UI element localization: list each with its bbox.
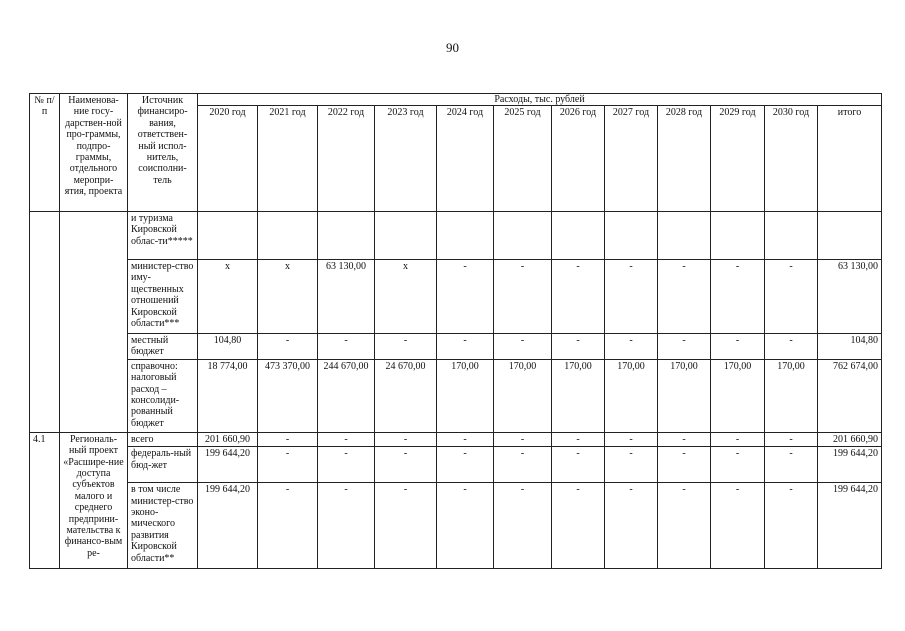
row-value: 63 130,00 — [318, 260, 375, 334]
row-value: 244 670,00 — [318, 359, 375, 432]
row-value: 63 130,00 — [818, 260, 882, 334]
row-value: 473 370,00 — [258, 359, 318, 432]
header-year: 2027 год — [605, 106, 658, 212]
row-value: - — [605, 483, 658, 569]
row-value: 24 670,00 — [375, 359, 437, 432]
row-value: 170,00 — [494, 359, 552, 432]
header-year: 2029 год — [711, 106, 765, 212]
row-value: х — [198, 260, 258, 334]
row-value: - — [318, 334, 375, 360]
row-value: 199 644,20 — [198, 447, 258, 483]
header-expenses: Расходы, тыс. рублей — [198, 94, 882, 106]
row-num — [30, 212, 60, 433]
row-value — [437, 212, 494, 260]
row-value — [765, 212, 818, 260]
row-value: 201 660,90 — [198, 432, 258, 446]
row-value — [494, 212, 552, 260]
row-value — [605, 212, 658, 260]
row-value: - — [494, 432, 552, 446]
table-row — [30, 432, 882, 446]
table-row — [30, 359, 882, 432]
header-year: 2020 год — [198, 106, 258, 212]
row-source: министер-ство иму-щественных отношений Кировской области*** — [128, 260, 198, 334]
row-value: - — [318, 483, 375, 569]
row-value: - — [552, 447, 605, 483]
header-year: 2022 год — [318, 106, 375, 212]
row-value: - — [318, 447, 375, 483]
row-value: - — [552, 483, 605, 569]
header-year: 2025 год — [494, 106, 552, 212]
table-row — [30, 447, 882, 483]
row-value: - — [605, 447, 658, 483]
row-source: в том числе министер-ство эконо-мического развития Кировской области** — [128, 483, 198, 569]
row-value: - — [258, 432, 318, 446]
header-source: Источник финансиро-вания, ответствен-ный испол-нитель, соисполни-тель — [128, 94, 198, 212]
row-value — [658, 212, 711, 260]
row-value: - — [258, 334, 318, 360]
row-value: х — [375, 260, 437, 334]
row-value: - — [605, 260, 658, 334]
row-value: - — [765, 334, 818, 360]
row-value: - — [552, 432, 605, 446]
row-value: - — [765, 447, 818, 483]
row-value — [258, 212, 318, 260]
row-value: - — [658, 260, 711, 334]
row-value: 170,00 — [552, 359, 605, 432]
row-value: - — [711, 334, 765, 360]
row-value: 170,00 — [605, 359, 658, 432]
row-num: 4.1 — [30, 432, 60, 568]
row-source: местный бюджет — [128, 334, 198, 360]
row-value: 104,80 — [198, 334, 258, 360]
row-value: - — [437, 447, 494, 483]
row-value: - — [437, 334, 494, 360]
row-value: - — [494, 334, 552, 360]
row-value: - — [605, 334, 658, 360]
row-value: 199 644,20 — [198, 483, 258, 569]
row-name — [60, 212, 128, 433]
header-year: 2023 год — [375, 106, 437, 212]
row-value: - — [494, 260, 552, 334]
table-row — [30, 483, 882, 569]
header-name: Наименова-ние госу-дарствен-ной про-граммы, подпро-граммы, отдельного меропри-ятия, проекта — [60, 94, 128, 212]
row-value: - — [375, 432, 437, 446]
row-value: - — [258, 447, 318, 483]
row-value — [375, 212, 437, 260]
row-value: 199 644,20 — [818, 483, 882, 569]
row-value: 170,00 — [765, 359, 818, 432]
row-name: Региональ-ный проект «Расшире-ние доступа субъектов малого и среднего предприни-мательства к финансо-вым ре- — [60, 432, 128, 568]
row-value — [552, 212, 605, 260]
table-row — [30, 334, 882, 360]
row-value: - — [494, 483, 552, 569]
row-value: - — [658, 432, 711, 446]
row-value — [818, 212, 882, 260]
row-value: - — [437, 432, 494, 446]
row-value: - — [658, 447, 711, 483]
row-value: - — [552, 334, 605, 360]
row-value: - — [658, 334, 711, 360]
row-value: - — [552, 260, 605, 334]
table-row — [30, 212, 882, 260]
row-value: 170,00 — [437, 359, 494, 432]
row-value — [318, 212, 375, 260]
row-value: х — [258, 260, 318, 334]
row-value: - — [375, 334, 437, 360]
header-year: 2026 год — [552, 106, 605, 212]
header-year: 2024 год — [437, 106, 494, 212]
row-value: 104,80 — [818, 334, 882, 360]
header-row-top — [30, 94, 882, 106]
row-value — [711, 212, 765, 260]
row-value: 170,00 — [658, 359, 711, 432]
row-value: - — [494, 447, 552, 483]
row-value: - — [437, 260, 494, 334]
row-value — [198, 212, 258, 260]
row-value: - — [375, 483, 437, 569]
row-value: - — [711, 483, 765, 569]
row-source: федераль-ный бюд-жет — [128, 447, 198, 483]
row-value: - — [711, 447, 765, 483]
row-source: и туризма Кировской облас-ти***** — [128, 212, 198, 260]
row-value: 201 660,90 — [818, 432, 882, 446]
row-value: - — [765, 260, 818, 334]
page-number: 90 — [446, 40, 459, 55]
table-row — [30, 260, 882, 334]
row-value: 18 774,00 — [198, 359, 258, 432]
header-num: № п/п — [30, 94, 60, 212]
expenses-table — [29, 93, 882, 569]
header-year: 2021 год — [258, 106, 318, 212]
row-value: - — [318, 432, 375, 446]
row-source: справочно: налоговый расход – консолиди-рованный бюджет — [128, 359, 198, 432]
row-value: - — [605, 432, 658, 446]
row-value: - — [711, 260, 765, 334]
header-year: 2028 год — [658, 106, 711, 212]
row-value: - — [765, 483, 818, 569]
row-value: 170,00 — [711, 359, 765, 432]
row-value: 762 674,00 — [818, 359, 882, 432]
row-value: - — [258, 483, 318, 569]
row-source: всего — [128, 432, 198, 446]
row-value: 199 644,20 — [818, 447, 882, 483]
row-value: - — [437, 483, 494, 569]
header-year: итого — [818, 106, 882, 212]
row-value: - — [658, 483, 711, 569]
row-value: - — [375, 447, 437, 483]
header-year: 2030 год — [765, 106, 818, 212]
row-value: - — [711, 432, 765, 446]
row-value: - — [765, 432, 818, 446]
